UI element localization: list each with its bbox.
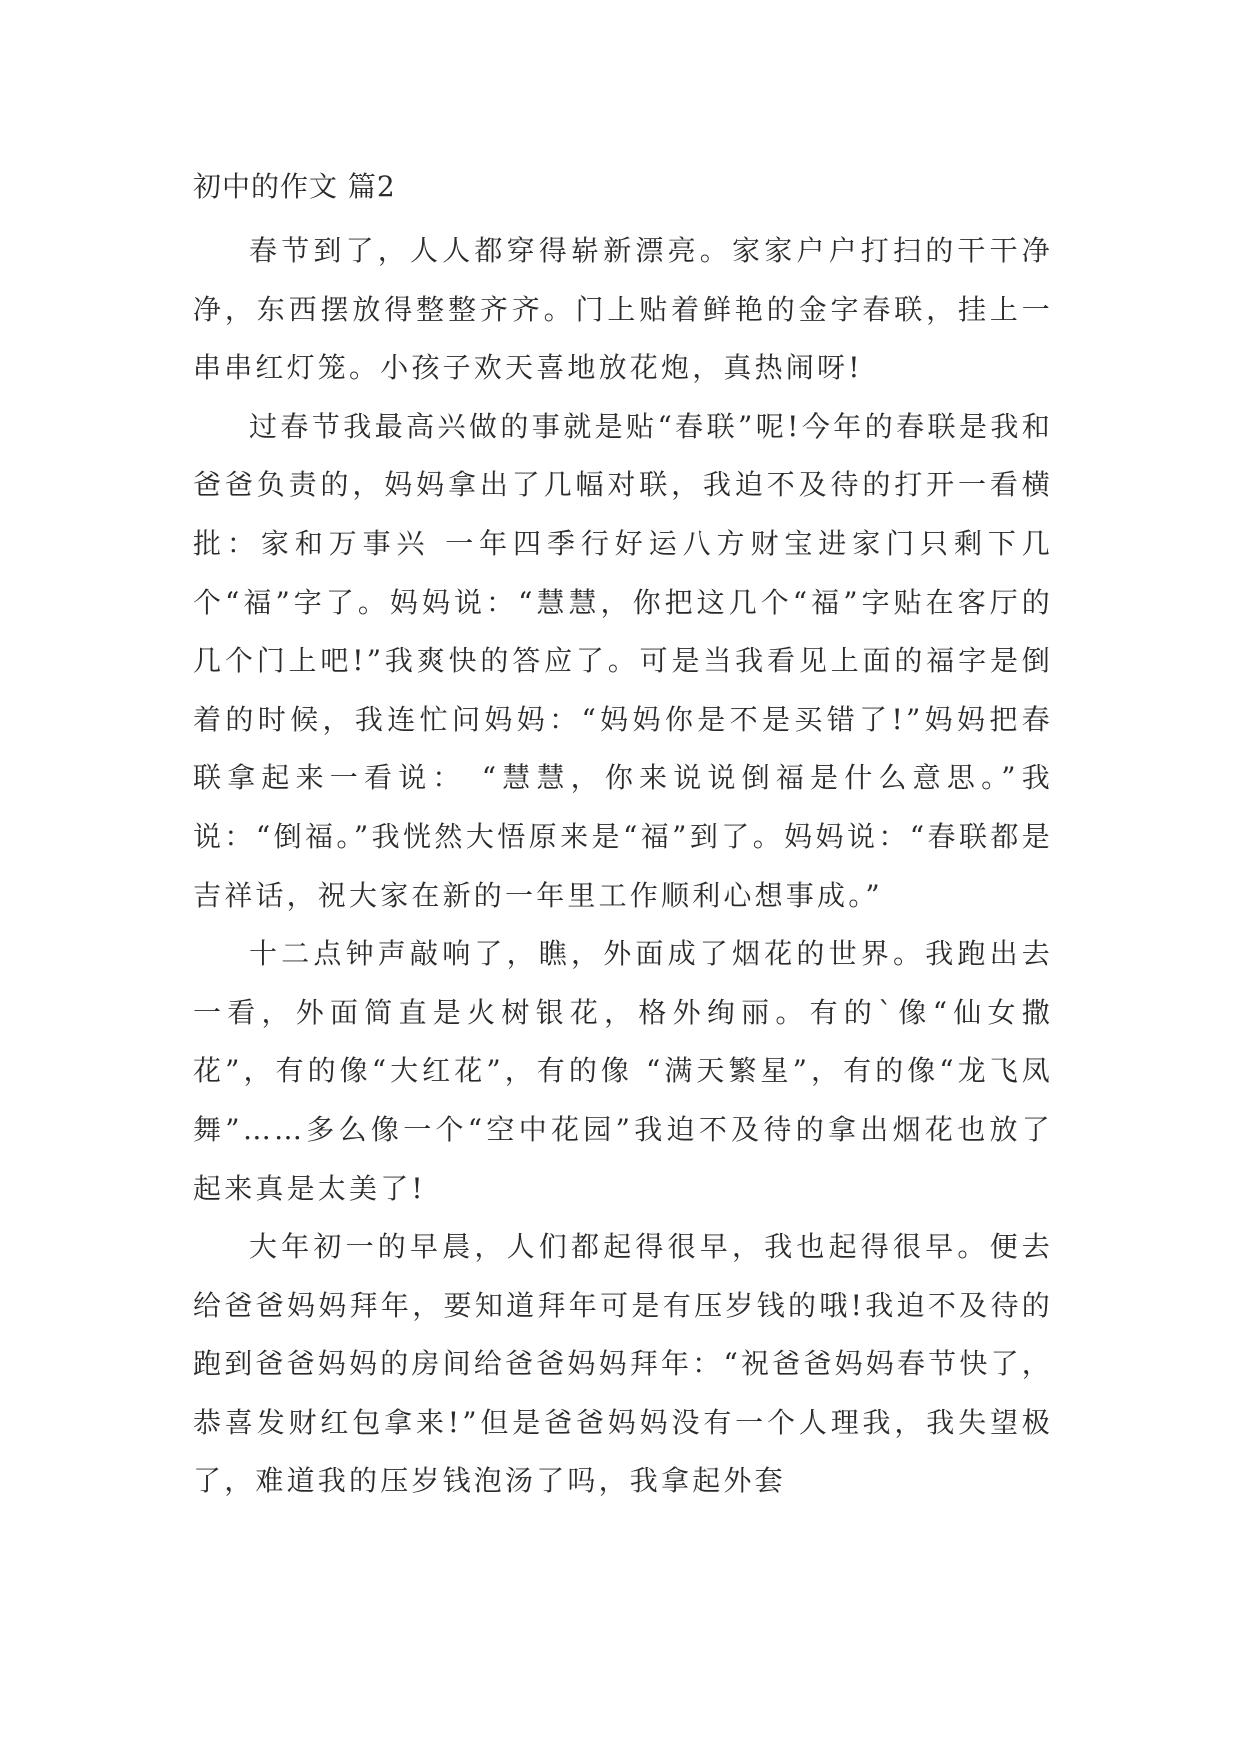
paragraph-fireworks: 十二点钟声敲响了，瞧，外面成了烟花的世界。我跑出去一看，外面简直是火树银花，格外绚丽。有的`像“仙女撒花”，有的像“大红花”，有的像 “满天繁星”，有的像“龙飞凤舞”……多么像一个“空中花园”我迫不及待的拿出烟花也放了起来真是太美了! xyxy=(193,937,1053,1205)
document-body xyxy=(193,158,1053,1511)
paragraph-spring-festival: 春节到了，人人都穿得崭新漂亮。家家户户打扫的干干净净，东西摆放得整整齐齐。门上贴着鲜艳的金字春联，挂上一串串红灯笼。小孩子欢天喜地放花炮，真热闹呀! xyxy=(193,234,1053,385)
essay-title: 初中的作文 篇2 xyxy=(193,170,396,203)
paragraph-couplets: 过春节我最高兴做的事就是贴“春联”呢!今年的春联是我和爸爸负责的，妈妈拿出了几幅对联，我迫不及待的打开一看横批：家和万事兴 一年四季行好运八方财宝进家门只剩下几个“福”字了。妈妈说：“慧慧，你把这几个“福”字贴在客厅的几个门上吧!”我爽快的答应了。可是当我看见上面的福字是倒着的时候，我连忙问妈妈：“妈妈你是不是买错了!”妈妈把春联拿起来一看说： “慧慧，你来说说倒福是什么意思。”我说：“倒福。”我恍然大悟原来是“福”到了。妈妈说：“春联都是吉祥话，祝大家在新的一年里工作顺利心想事成。” xyxy=(193,409,1053,912)
paragraph-new-year-morning: 大年初一的早晨，人们都起得很早，我也起得很早。便去给爸爸妈妈拜年，要知道拜年可是有压岁钱的哦!我迫不及待的跑到爸爸妈妈的房间给爸爸妈妈拜年：“祝爸爸妈妈春节快了，恭喜发财红包拿来!”但是爸爸妈妈没有一个人理我，我失望极了，难道我的压岁钱泡汤了吗，我拿起外套 xyxy=(193,1230,1053,1498)
